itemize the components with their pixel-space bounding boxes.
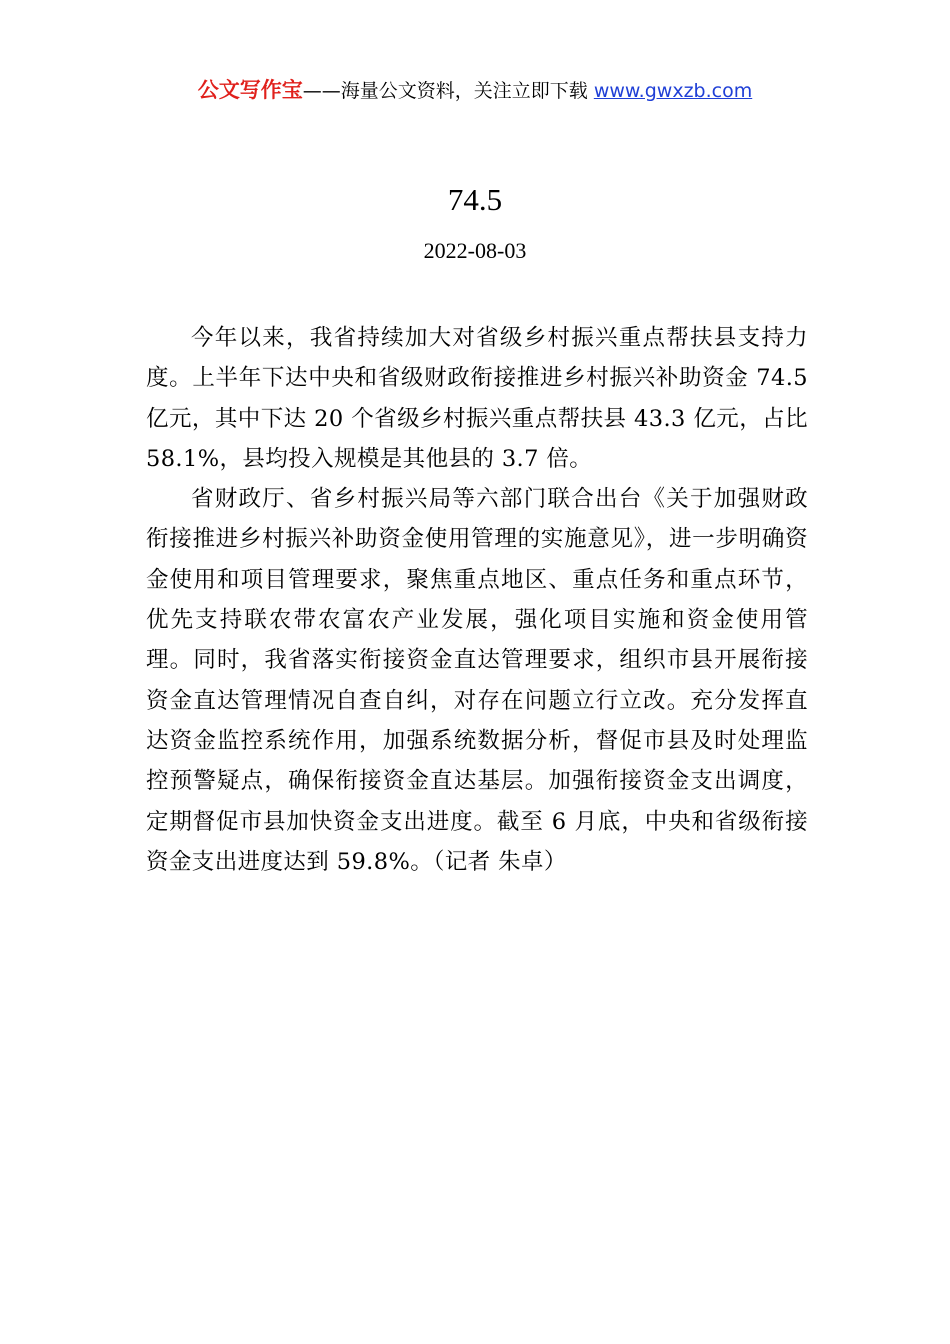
page-header <box>0 76 950 105</box>
document-title: 74.5 <box>447 182 503 217</box>
article-body <box>146 318 808 882</box>
paragraph: 今年以来，我省持续加大对省级乡村振兴重点帮扶县支持力度。上半年下达中央和省级财政衔接推进乡村振兴补助资金 74.5 亿元，其中下达 20 个省级乡村振兴重点帮扶县 43.3 亿元，占比 58.1%，县均投入规模是其他县的 3.7 倍。 <box>146 325 808 472</box>
paragraph: 省财政厅、省乡村振兴局等六部门联合出台《关于加强财政衔接推进乡村振兴补助资金使用管理的实施意见》，进一步明确资金使用和项目管理要求，聚焦重点地区、重点任务和重点环节，优先支持联农带农富农产业发展，强化项目实施和资金使用管理。同时，我省落实衔接资金直达管理要求，组织市县开展衔接资金直达管理情况自查自纠，对存在问题立行立改。充分发挥直达资金监控系统作用，加强系统数据分析，督促市县及时处理监控预警疑点，确保衔接资金直达基层。加强衔接资金支出调度，定期督促市县加快资金支出进度。截至 6 月底，中央和省级衔接资金支出进度达到 59.8%。（记者 朱卓） <box>146 486 808 875</box>
header-tagline: ——海量公文资料，关注立即下载 <box>302 80 594 102</box>
website-link[interactable]: www.gwxzb.com <box>593 80 753 102</box>
document-date: 2022-08-03 <box>423 238 527 263</box>
brand-name: 公文写作宝 <box>197 78 303 102</box>
